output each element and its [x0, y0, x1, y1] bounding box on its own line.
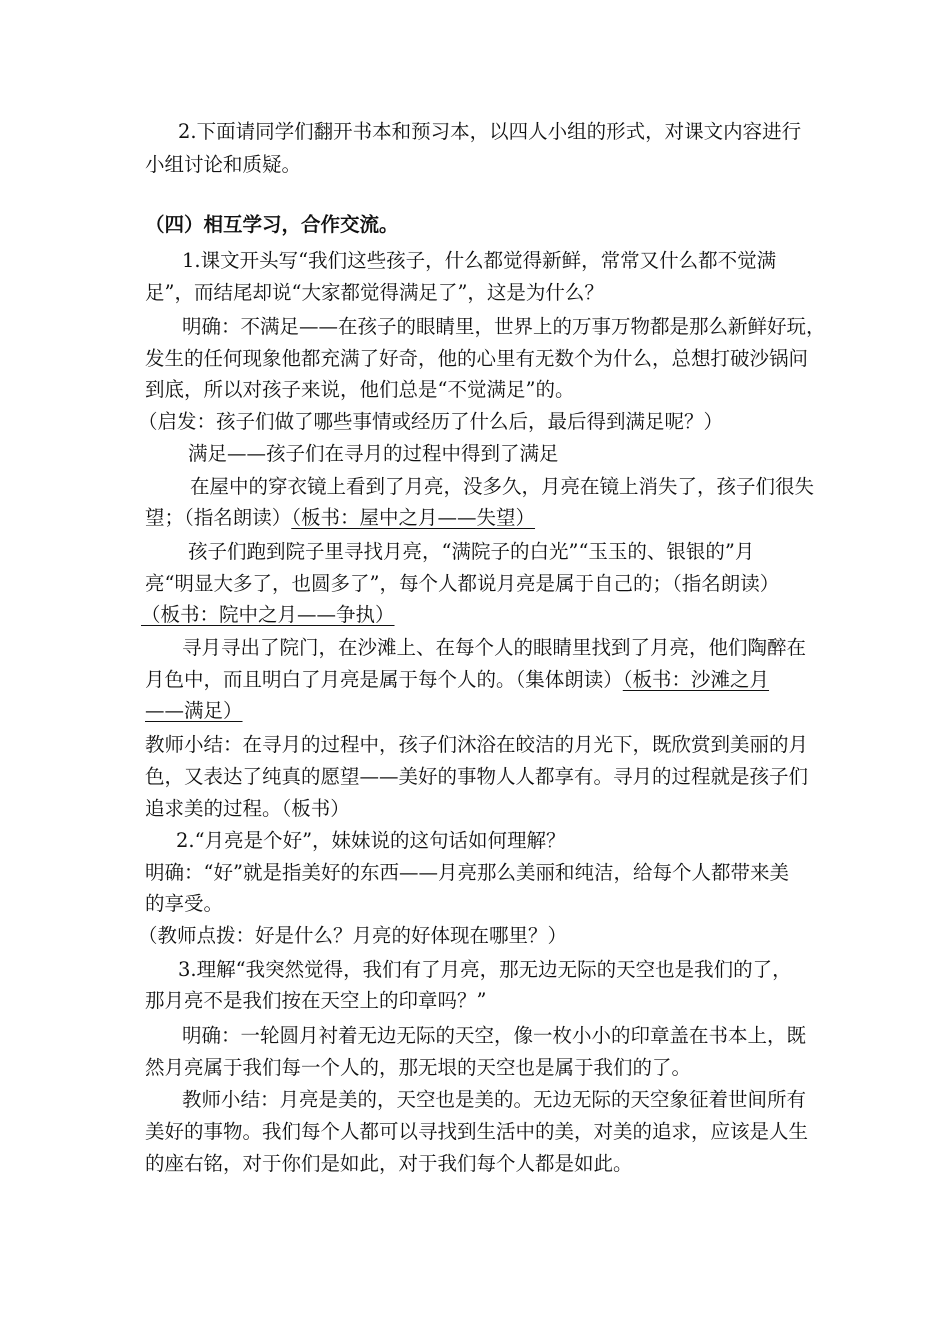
teacher-summary-2: 教师小结：月亮是美的，天空也是美的。无边无际的天空象征着世间所有 [182, 1088, 807, 1111]
answer-2: 明确：“好”就是指美好的东西——月亮那么美丽和纯洁，给每个人都带来美 [145, 861, 789, 884]
paragraph-line: 2.下面请同学们翻开书本和预习本，以四人小组的形式，对课文内容进行 [178, 120, 802, 143]
room-moon-text: 望；（指名朗读） [145, 506, 292, 529]
teacher-summary-1-cont: 追求美的过程。（板书） [145, 797, 350, 820]
answer-1-cont: 到底，所以对孩子来说，他们总是“不觉满足”的。 [145, 378, 575, 401]
yard-moon-line-cont: 亮“明显大多了，也圆多了”，每个人都说月亮是属于自己的；（指名朗读） [145, 572, 780, 595]
beach-moon-line-cont [145, 668, 769, 692]
question-1: 1.课文开头写“我们这些孩子，什么都觉得新鲜，常常又什么都不觉满 [182, 249, 777, 272]
hint-1: （启发：孩子们做了哪些事情或经历了什么后，最后得到满足呢？） [138, 410, 724, 433]
question-3-cont: 那月亮不是我们按在天空上的印章吗？” [145, 989, 487, 1012]
answer-2-cont: 的享受。 [145, 892, 224, 915]
yard-moon-line: 孩子们跑到院子里寻找月亮，“满院子的白光”“玉玉的、银银的”月 [188, 540, 755, 563]
question-1-cont: 足”，而结尾却说“大家都觉得满足了”，这是为什么？ [145, 281, 604, 304]
answer-1: 明确：不满足——在孩子的眼睛里，世界上的万事万物都是那么新鲜好玩， [182, 315, 826, 338]
beach-moon-line: 寻月寻出了院门，在沙滩上、在每个人的眼睛里找到了月亮，他们陶醉在 [182, 636, 807, 659]
answer-3-cont: 然月亮属于我们每一个人的，那无垠的天空也是属于我们的了。 [145, 1056, 692, 1079]
board-note-yard: （板书：院中之月——争执） [141, 603, 395, 626]
answer-3: 明确：一轮圆月衬着无边无际的天空，像一枚小小的印章盖在书本上，既 [182, 1024, 807, 1047]
teacher-summary-1-cont: 色，又表达了纯真的愿望——美好的事物人人都享有。寻月的过程就是孩子们 [145, 765, 809, 788]
board-note-beach-cont: ——满足） [145, 699, 243, 722]
satisfied-line: 满足——孩子们在寻月的过程中得到了满足 [188, 442, 559, 465]
section-heading: （四）相互学习，合作交流。 [145, 213, 399, 236]
question-2: 2.“月亮是个好”，妹妹说的这句话如何理解？ [176, 829, 566, 852]
teacher-summary-2-cont: 美好的事物。我们每个人都可以寻找到生活中的美，对美的追求，应该是人生 [145, 1120, 809, 1143]
answer-1-cont: 发生的任何现象他都充满了好奇，他的心里有无数个为什么，总想打破沙锅问 [145, 347, 809, 370]
question-3: 3.理解“我突然觉得，我们有了月亮，那无边无际的天空也是我们的了， [178, 958, 792, 981]
teacher-summary-2-cont: 的座右铭，对于你们是如此，对于我们每个人都是如此。 [145, 1152, 633, 1175]
room-moon-line-cont [145, 506, 535, 530]
beach-moon-text: 月色中，而且明白了月亮是属于每个人的。（集体朗读） [145, 668, 623, 691]
teacher-summary-1: 教师小结：在寻月的过程中，孩子们沐浴在皎洁的月光下，既欣赏到美丽的月 [145, 733, 809, 756]
board-note-beach: （板书：沙滩之月 [622, 668, 770, 691]
hint-2: （教师点拨：好是什么？月亮的好体现在哪里？） [138, 924, 568, 947]
room-moon-line: 在屋中的穿衣镜上看到了月亮，没多久，月亮在镜上消失了，孩子们很失 [190, 475, 815, 498]
paragraph-line: 小组讨论和质疑。 [145, 153, 302, 176]
board-note-room: （板书：屋中之月——失望） [291, 506, 536, 529]
